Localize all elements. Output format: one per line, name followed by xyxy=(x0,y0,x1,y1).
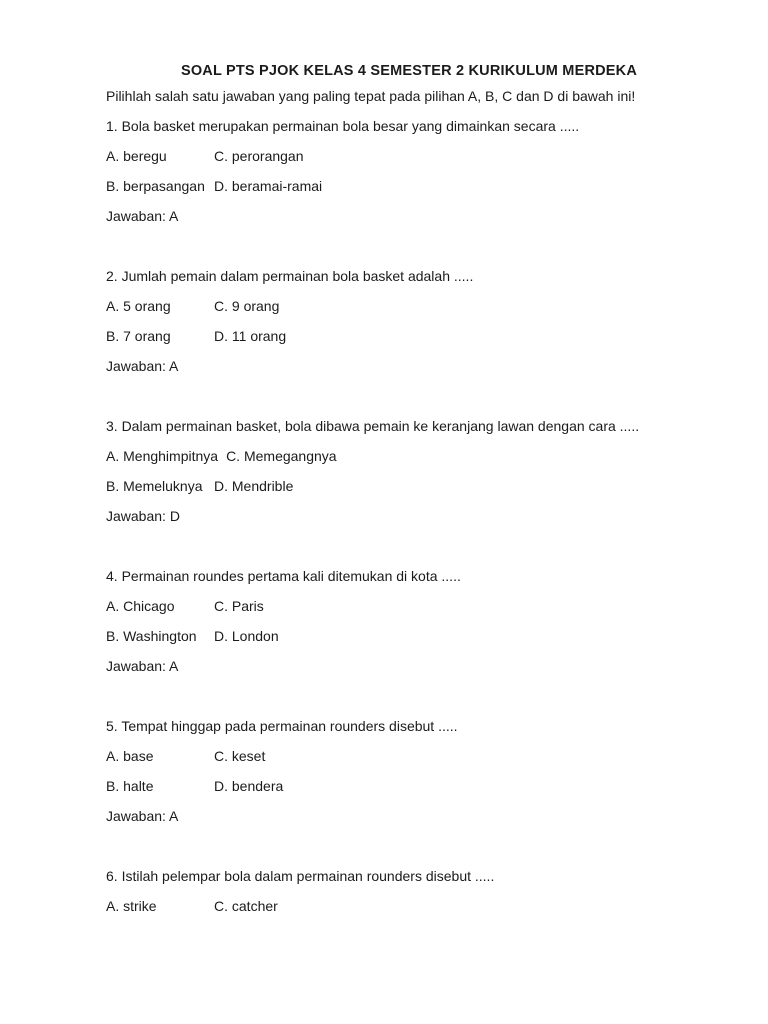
option-row-bd xyxy=(106,771,712,801)
answer-text: Jawaban: A xyxy=(106,808,179,824)
option-c: C. perorangan xyxy=(214,148,304,164)
option-b: B. berpasangan xyxy=(106,178,205,194)
option-b: B. Washington xyxy=(106,628,197,644)
question-block xyxy=(106,411,712,531)
option-row-ac xyxy=(106,891,712,921)
option-row-ac xyxy=(106,141,712,171)
question-text: 4. Permainan roundes pertama kali ditemukan di kota ..... xyxy=(106,568,461,584)
question-block xyxy=(106,261,712,381)
option-row-bd xyxy=(106,621,712,651)
option-c: C. Paris xyxy=(214,598,264,614)
answer-text: Jawaban: A xyxy=(106,208,179,224)
answer-text: Jawaban: D xyxy=(106,508,180,524)
answer-text: Jawaban: A xyxy=(106,358,179,374)
option-a: A. 5 orang xyxy=(106,298,171,314)
option-row-ac xyxy=(106,291,712,321)
question-text: 5. Tempat hinggap pada permainan rounders disebut ..... xyxy=(106,718,458,734)
answer-text: Jawaban: A xyxy=(106,658,179,674)
exam-title: SOAL PTS PJOK KELAS 4 SEMESTER 2 KURIKULUM MERDEKA xyxy=(180,63,638,79)
questions-list xyxy=(106,111,712,921)
question-text: 6. Istilah pelempar bola dalam permainan rounders disebut ..... xyxy=(106,868,495,884)
option-d: D. London xyxy=(214,628,279,644)
option-a: A. base xyxy=(106,748,154,764)
option-row-ac xyxy=(106,441,712,471)
option-b: B. halte xyxy=(106,778,154,794)
option-row-bd xyxy=(106,321,712,351)
question-block xyxy=(106,861,712,921)
option-a: A. Menghimpitnya xyxy=(106,448,219,464)
option-row-ac xyxy=(106,741,712,771)
question-text: 3. Dalam permainan basket, bola dibawa pemain ke keranjang lawan dengan cara ..... xyxy=(106,418,640,434)
option-c: C. Memegangnya xyxy=(226,448,337,464)
option-c: C. catcher xyxy=(214,898,278,914)
option-b: B. 7 orang xyxy=(106,328,171,344)
question-block xyxy=(106,711,712,831)
question-text: 2. Jumlah pemain dalam permainan bola basket adalah ..... xyxy=(106,268,474,284)
option-c: C. keset xyxy=(214,748,266,764)
option-row-ac xyxy=(106,591,712,621)
option-d: D. beramai-ramai xyxy=(214,178,323,194)
option-b: B. Memeluknya xyxy=(106,478,203,494)
option-a: A. strike xyxy=(106,898,157,914)
option-a: A. beregu xyxy=(106,148,167,164)
question-block xyxy=(106,561,712,681)
option-c: C. 9 orang xyxy=(214,298,280,314)
option-d: D. bendera xyxy=(214,778,284,794)
option-d: D. 11 orang xyxy=(214,328,287,344)
question-block xyxy=(106,111,712,231)
option-d: D. Mendrible xyxy=(214,478,294,494)
option-row-bd xyxy=(106,171,712,201)
option-a: A. Chicago xyxy=(106,598,175,614)
instruction-text: Pilihlah salah satu jawaban yang paling tepat pada pilihan A, B, C dan D di bawah ini! xyxy=(106,88,636,104)
question-text: 1. Bola basket merupakan permainan bola besar yang dimainkan secara ..... xyxy=(106,118,580,134)
option-row-bd xyxy=(106,471,712,501)
